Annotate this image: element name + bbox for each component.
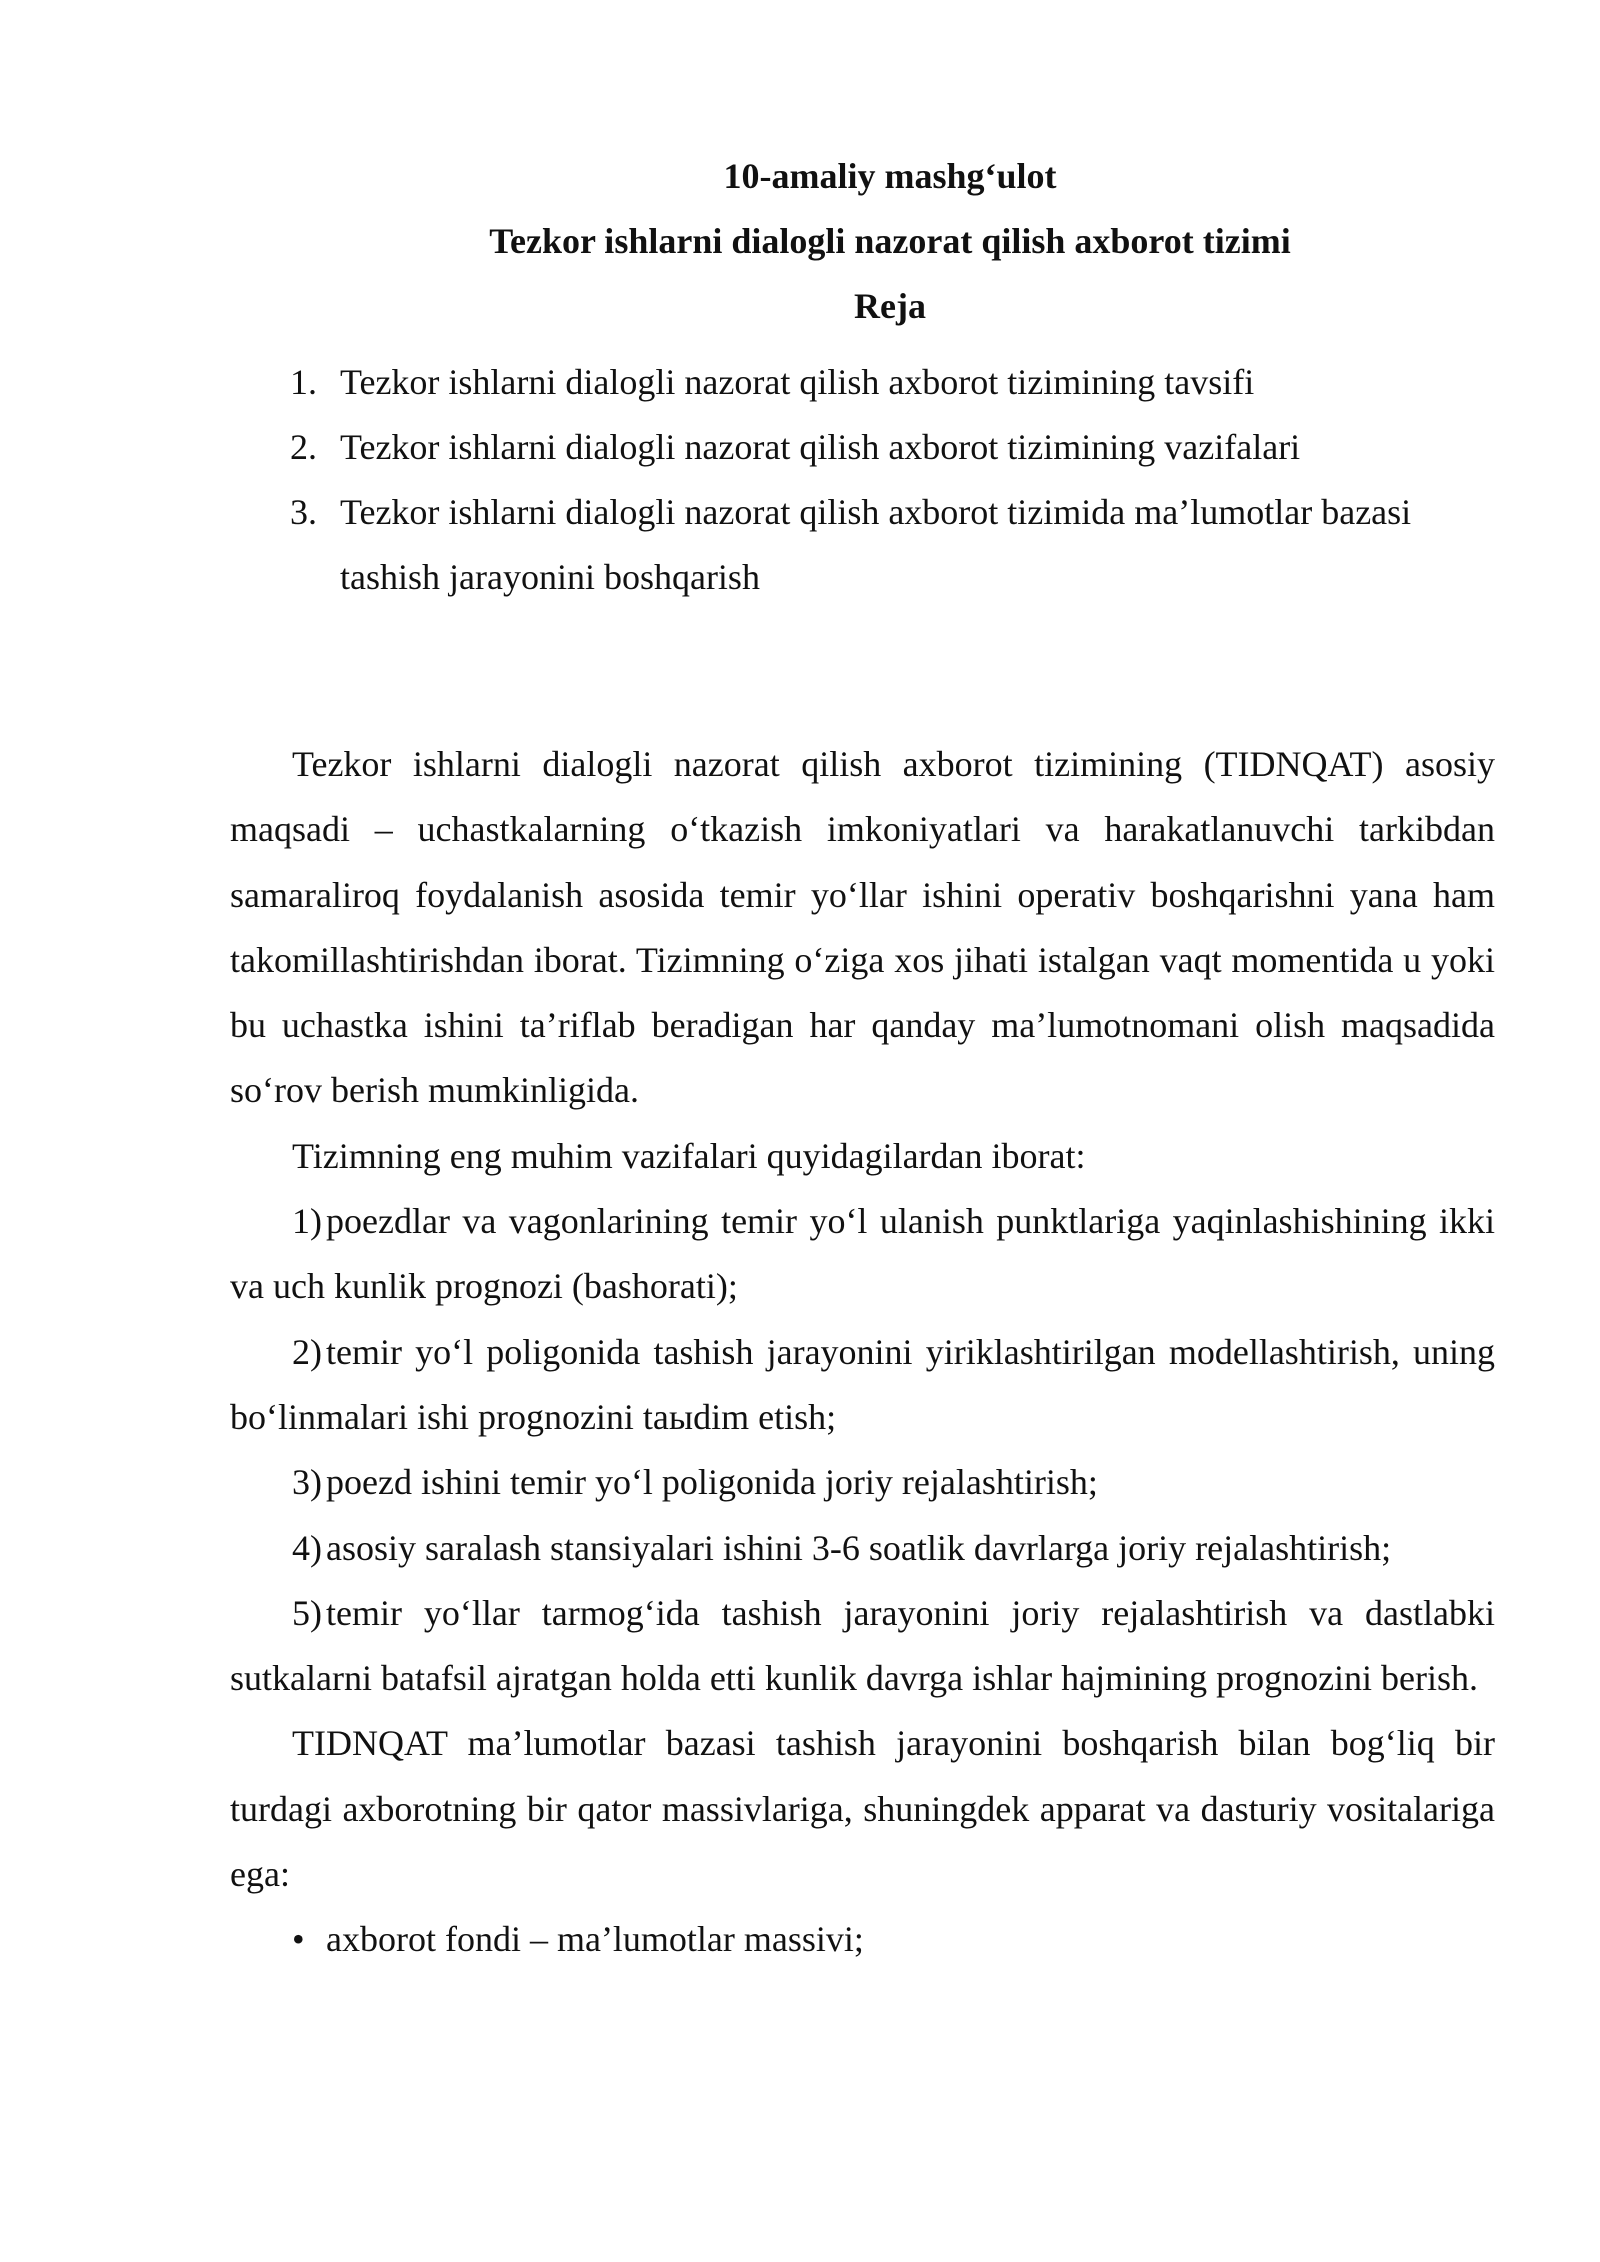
body-paragraph: Tezkor ishlarni dialogli nazorat qilish axborot tizimining (TIDNQAT) asosiy maqsadi – uchastkalarning o‘tkazish imkoniyatlari va harakatlanuvchi tarkibdan samaraliroq foydalanish asosida temir yo‘llar ishini operativ boshqarishni yana ham takomillashtirishdan iborat. Tizimning o‘ziga xos jihati istalgan vaqt momentida u yoki bu uchastka ishini ta’riflab beradigan har qanday ma’lumotnomani olish maqsadida so‘rov berish mumkinligida. [230, 744, 1495, 1111]
plan-item-number: 2. [290, 427, 317, 467]
plan-item-text: Tezkor ishlarni dialogli nazorat qilish axborot tizimining tavsifi [340, 362, 1255, 402]
body-paragraph: TIDNQAT ma’lumotlar bazasi tashish jarayonini boshqarish bilan bog‘liq bir turdagi axborotning bir qator massivlariga, shuningdek apparat va dasturiy vositalariga ega: [230, 1723, 1495, 1895]
plan-list [290, 350, 1490, 610]
task-text: asosiy saralash stansiyalari ishini 3-6 soatlik davrlarga joriy rejalashtirish; [326, 1527, 1392, 1568]
plan-item [290, 350, 1490, 415]
document-title: 10-amaliy mashg‘ulot [723, 156, 1057, 196]
plan-item [290, 480, 1490, 610]
task-marker: 4) [292, 1527, 322, 1568]
task-text: poezd ishini temir yo‘l poligonida joriy rejalashtirish; [326, 1462, 1098, 1503]
plan-item [290, 415, 1490, 480]
bullet-icon: • [292, 1919, 305, 1960]
document-subtitle: Tezkor ishlarni dialogli nazorat qilish axborot tizimi [489, 221, 1291, 261]
task-item [230, 1450, 1495, 1515]
bullet-item [230, 1907, 1495, 1972]
task-marker: 5) [292, 1592, 322, 1633]
plan-heading: Reja [854, 286, 926, 326]
document-body [230, 732, 1495, 1973]
task-text: poezdlar va vagonlarining temir yo‘l ulanish punktlariga yaqinlashishining ikki va uch kunlik prognozi (bashorati); [230, 1201, 1495, 1307]
task-item [230, 1581, 1495, 1712]
body-paragraph: Tizimning eng muhim vazifalari quyidagilardan iborat: [292, 1135, 1086, 1176]
task-item [230, 1189, 1495, 1320]
task-item [230, 1320, 1495, 1451]
task-marker: 2) [292, 1331, 322, 1372]
task-item [230, 1516, 1495, 1581]
task-text: temir yo‘l poligonida tashish jarayonini yiriklashtirilgan modellashtirish, uning bo‘linmalari ishi prognozini taыdim etish; [230, 1331, 1495, 1437]
plan-item-text: Tezkor ishlarni dialogli nazorat qilish axborot tizimining vazifalari [340, 427, 1301, 467]
task-marker: 3) [292, 1462, 322, 1503]
plan-item-number: 1. [290, 362, 317, 402]
task-marker: 1) [292, 1201, 322, 1242]
plan-item-text: Tezkor ishlarni dialogli nazorat qilish axborot tizimida ma’lumotlar bazasi tashish jarayonini boshqarish [340, 492, 1412, 597]
bullet-text: axborot fondi – ma’lumotlar massivi; [326, 1919, 864, 1960]
plan-item-number: 3. [290, 492, 317, 532]
task-text: temir yo‘llar tarmog‘ida tashish jarayonini joriy rejalashtirish va dastlabki sutkalarni batafsil ajratgan holda etti kunlik davrga ishlar hajmining prognozini berish. [230, 1592, 1495, 1699]
